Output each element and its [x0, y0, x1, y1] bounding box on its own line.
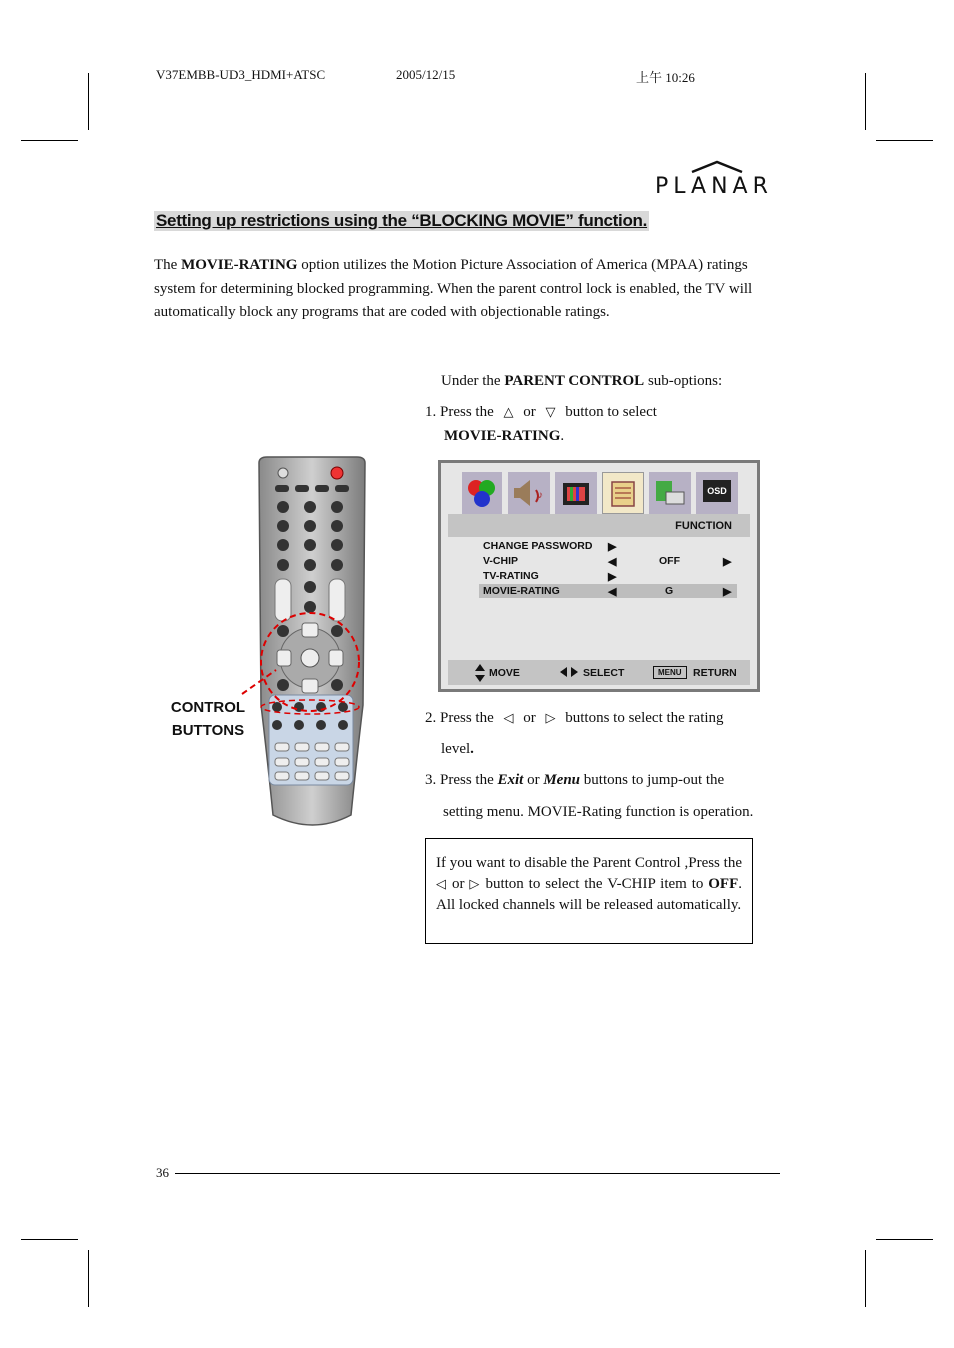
osd-row-value: G	[665, 585, 674, 597]
planar-logo	[652, 158, 782, 202]
control-buttons-label	[168, 696, 248, 742]
osd-menu	[438, 460, 760, 692]
under-line	[441, 373, 722, 390]
or-text: or	[523, 404, 536, 420]
menu-key: MENU	[653, 666, 687, 679]
osd-heading: FUNCTION	[675, 520, 732, 532]
osd-footer-move: MOVE	[489, 667, 520, 679]
callout-line	[240, 668, 280, 696]
exit-key: Exit	[497, 772, 524, 788]
logo-wordmark: PLANAR	[655, 174, 773, 199]
up-arrow-icon: △	[503, 405, 514, 420]
crop-mark	[876, 1239, 933, 1240]
right-arrow-icon: ▶	[723, 586, 732, 598]
osd-row-label[interactable]: MOVIE-RATING	[483, 585, 560, 597]
header-time: 上午 10:26	[636, 70, 695, 85]
osd-icon	[696, 472, 738, 514]
header-doc-id: V37EMBB-UD3_HDMI+ATSC	[156, 67, 326, 82]
intro-paragraph	[154, 254, 784, 325]
under-text: Under the	[441, 373, 505, 389]
crop-mark	[21, 140, 78, 141]
left-arrow-icon: ◀	[608, 556, 617, 568]
function-icon	[602, 472, 644, 514]
right-arrow-icon: ▶	[608, 541, 617, 553]
section-title: Setting up restrictions using the “BLOCKING MOVIE” function.	[156, 211, 648, 230]
step-1	[425, 404, 657, 421]
left-arrow-icon: ◁	[436, 877, 448, 892]
note-off: OFF	[708, 876, 739, 892]
right-arrow-icon: ▷	[469, 877, 481, 892]
step-2-text: 2. Press the	[425, 710, 494, 726]
note-box	[425, 838, 753, 944]
logo-chevron-icon	[652, 158, 782, 174]
under-bold: PARENT CONTROL	[504, 373, 645, 389]
page-number: 36	[156, 1165, 169, 1180]
step-1-line2	[444, 428, 564, 445]
crop-mark	[88, 73, 89, 130]
step-1-end: .	[560, 428, 565, 444]
right-arrow-icon: ▶	[723, 556, 732, 568]
menu-key-text: Menu	[543, 772, 581, 788]
sound-icon	[508, 472, 550, 514]
or-text: or	[452, 876, 465, 892]
step-1-bold: MOVIE-RATING	[444, 428, 561, 444]
control-label-line2: BUTTONS	[171, 722, 245, 739]
step-3-line2: setting menu. MOVIE-Rating function is operation.	[443, 804, 754, 820]
svg-text:♪: ♪	[538, 490, 543, 501]
control-label-line1: CONTROL	[170, 699, 246, 716]
step-2-line2	[441, 741, 474, 758]
intro-text-rest: option utilizes the Motion Picture Association of America (MPAA) ratings system for determining blocked programming. When the parent control lock is enabled, the TV will automatically block any programs that are coded with objectionable ratings.	[154, 257, 753, 320]
step-3	[425, 772, 724, 789]
or-text: or	[523, 710, 536, 726]
step-1-text: 1. Press the	[425, 404, 494, 420]
note-text: If you want to disable the Parent Control ,Press the	[436, 855, 742, 871]
crop-mark	[865, 1250, 866, 1307]
up-down-icon	[474, 663, 486, 683]
down-arrow-icon: ▽	[545, 405, 556, 420]
osd-footer-return: RETURN	[693, 667, 737, 679]
step-2-level: level	[441, 741, 471, 757]
osd-row-value: OFF	[659, 555, 680, 567]
right-arrow-icon: ▷	[545, 711, 556, 726]
right-arrow-icon: ▶	[608, 571, 617, 583]
footer-rule	[175, 1173, 780, 1174]
osd-icon-text: OSD	[703, 480, 731, 502]
osd-footer-bar	[448, 660, 750, 685]
crop-mark	[876, 140, 933, 141]
remote-control-image	[253, 455, 371, 833]
tv-icon	[555, 472, 597, 514]
step-3-text-rest: buttons to jump-out the	[580, 772, 725, 788]
or-text: or	[523, 772, 544, 788]
note-text-mid: button to select the V-CHIP item to	[485, 876, 704, 892]
crop-mark	[21, 1239, 78, 1240]
header-date: 2005/12/15	[396, 67, 456, 82]
left-arrow-icon: ◁	[503, 711, 514, 726]
osd-footer-select: SELECT	[583, 667, 625, 679]
note-text-end: . All locked channels will be released automatically.	[436, 876, 743, 913]
osd-row-label[interactable]: CHANGE PASSWORD	[483, 540, 593, 552]
osd-row-label[interactable]: TV-RATING	[483, 570, 539, 582]
step-2	[425, 710, 724, 727]
crop-mark	[865, 73, 866, 130]
intro-bold: MOVIE-RATING	[181, 257, 298, 273]
color-icon	[462, 472, 502, 514]
step-2-dot: .	[470, 741, 474, 757]
step-3-text: 3. Press the	[425, 772, 498, 788]
intro-text: The	[154, 257, 182, 273]
left-right-icon	[559, 666, 579, 678]
crop-mark	[88, 1250, 89, 1307]
settings-icon	[649, 472, 691, 514]
step-1-text-rest: button to select	[565, 404, 657, 420]
left-arrow-icon: ◀	[608, 586, 617, 598]
osd-row-label[interactable]: V-CHIP	[483, 555, 519, 567]
step-2-text-rest: buttons to select the rating	[565, 710, 724, 726]
under-text-rest: sub-options:	[644, 373, 723, 389]
osd-heading-bar	[448, 514, 750, 537]
